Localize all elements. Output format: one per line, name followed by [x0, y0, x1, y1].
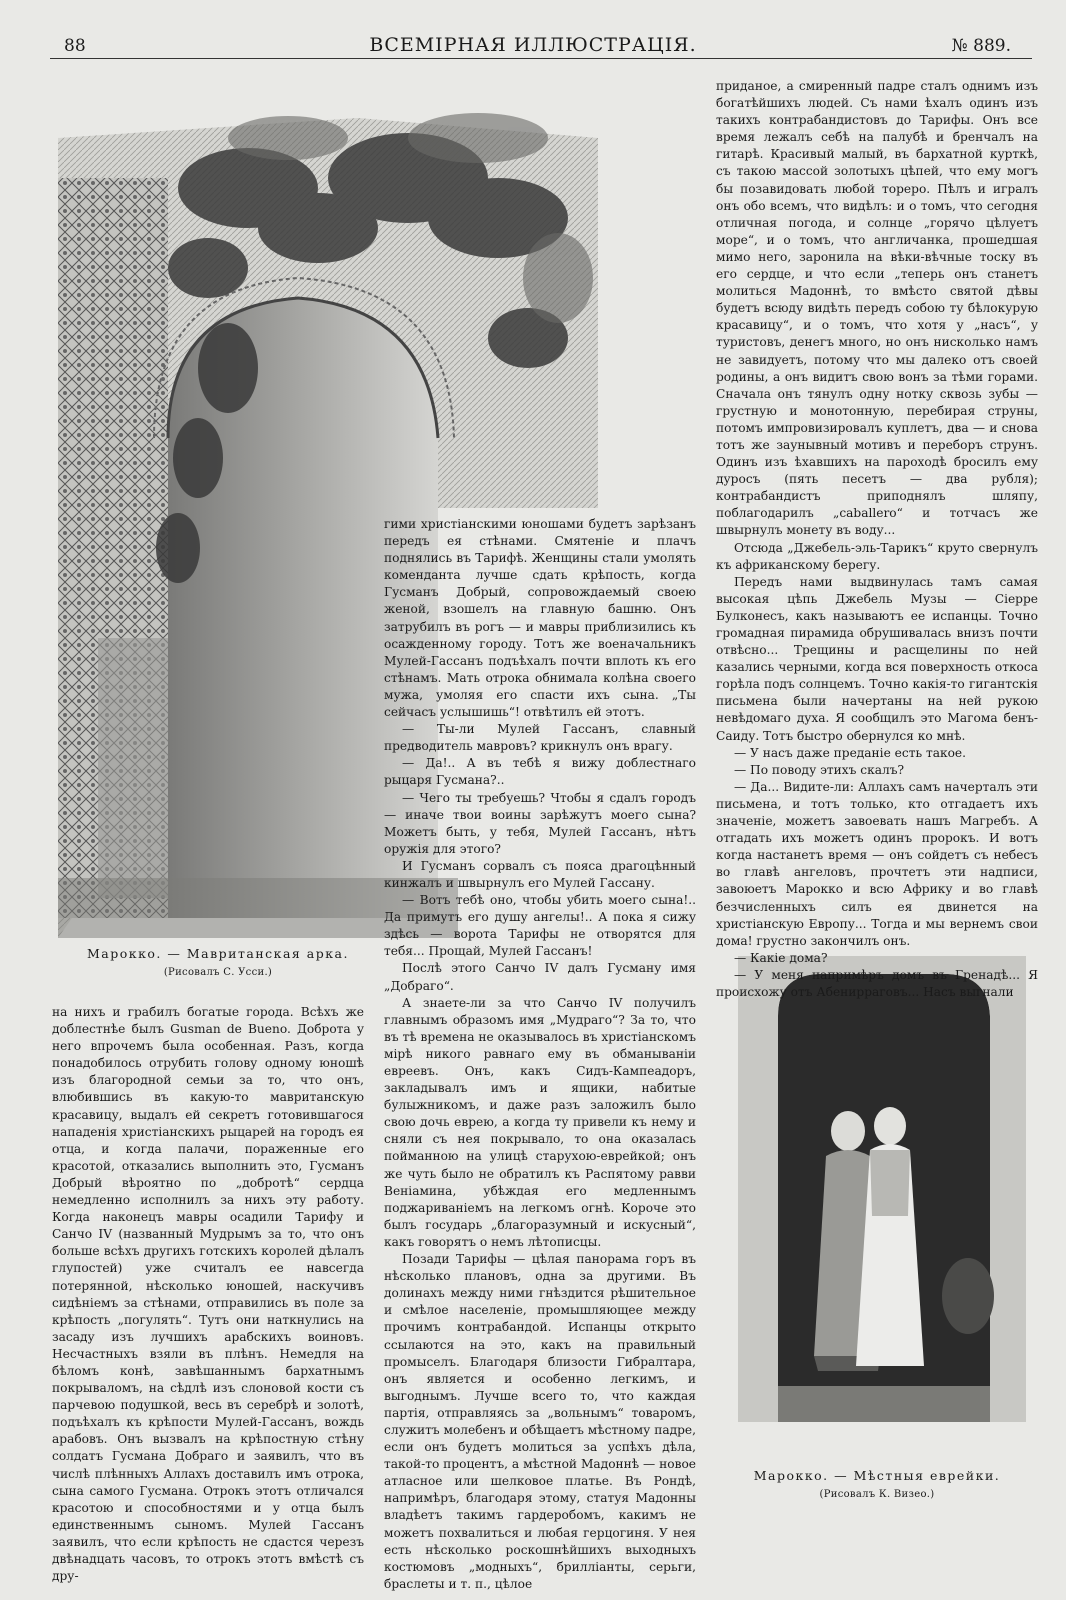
page-header	[0, 0, 1066, 60]
paragraph: на нихъ и грабилъ богатые города. Всѣхъ же доблестнѣе былъ Gusman de Bueno. Доброта у него впрочемъ была особенная. Разъ, когда понадобилось отрубить голову одному юношѣ изъ благородной семьи за то, что онъ, влюбившись въ какую-то мавританскую красавицу, выдалъ ей секретъ готовившагося нападенія христіанскихъ рыцарей на городъ ея отца, и когда палачи, пораженные его красотой, отказались выполнить это, Гусманъ Добрый вѣроятно по „добротѣ“ сердца немедленно исполнилъ за нихъ эту работу. Когда наконецъ мавры осадили Тарифу и Санчо IV (названный Мудрымъ за то, что онъ больше всѣхъ другихъ готскихъ королей дѣлалъ глупостей) уже считалъ ее навсегда потерянной, нѣсколько юношей, наскучивъ сидѣніемъ за стѣнами, отправились въ поле за крѣпость „погулять“. Тутъ они наткнулись на засаду изъ лучшихъ арабскихъ воиновъ. Несчастныхъ взяли въ плѣнъ. Немедля на бѣломъ конѣ, завѣшаннымъ бархатнымъ покрываломъ, на сѣдлѣ изъ слоновой кости съ парчевою подушкой, весь въ серебрѣ и золотѣ, подъѣхалъ къ крѣпости Мулей-Гассанъ, вождь арабовъ. Онъ вызвалъ на крѣпостную стѣну солдатъ Гусмана Добраго и заявилъ, что въ числѣ плѣнныхъ Аллахъ доставилъ имъ отрока, сына самого Гусмана. Отрокъ этотъ отличался красотою и способностями и у отца былъ единственнымъ сыномъ. Мулей Гассанъ заявилъ, что если крѣпость не сдастся черезъ двѣнадцать часовъ, то отрокъ этотъ вмѣстѣ съ дру-	[52, 1005, 364, 1584]
women-caption-credit: (Рисовалъ К. Визео.)	[819, 1489, 935, 1500]
paragraph: — Какіе дома?	[734, 950, 828, 965]
arch-caption-title: Марокко. — Мавританская арка.	[87, 946, 349, 961]
jewish-women-illustration	[738, 956, 1026, 1422]
journal-title: ВСЕМІРНАЯ ИЛЛЮСТРАЦІЯ.	[369, 34, 697, 56]
women-caption-title: Марокко. — Мѣстныя еврейки.	[753, 1468, 1001, 1483]
paragraph: А знаете-ли за что Санчо IV получилъ главнымъ образомъ имя „Мудраго“? За то, что въ тѣ времена не оказывалось въ христіанскомъ мірѣ никого равнаго ему въ обманываніи евреевъ. Онъ, какъ Сидъ-Кампеадоръ, закладывалъ имъ и ящики, набитые булыжникомъ, и даже разъ заложилъ было свою дочь еврею, а когда ту привели къ нему и сняли съ нея покрывало, то она оказалась пойманною на улицѣ старухою-еврейкой; онъ же чуть было не обратилъ къ Распятому равви Веніамина, убѣждая его медленнымъ поджариваніемъ на легкомъ огнѣ. Короче это былъ государь „благоразумный и искусный“, какъ говорятъ о немъ лѣтописцы.	[384, 995, 696, 1249]
text-column-right	[716, 78, 1038, 999]
text-column-left	[52, 1004, 364, 1584]
header-rule	[50, 58, 1032, 59]
paragraph: Позади Тарифы — цѣлая панорама горъ въ нѣсколько плановъ, одна за другими. Въ долинахъ между ними гнѣздится рѣшительное и смѣлое населеніе, промышляющее между прочимъ контрабандой. Испанцы открыто ссылаются на это, какъ на правильный промыселъ. Благодаря близости Гибралтара, онъ является и особенно легкимъ, и выгоднымъ. Лучше всего то, что каждая партія, отправляясь за „вольнымъ“ товаромъ, служитъ молебенъ и обѣщаетъ мѣстному падре, если онъ будетъ молиться за успѣхъ дѣла, такой-то процентъ, а мѣстной Мадоннѣ — новое атласное или шелковое платье. Въ Рондѣ, напримѣръ, благодаря этому, статуя Мадонны владѣетъ такимъ гардеробомъ, какимъ не можетъ похвалиться и любая герцогиня. У нея есть нѣсколько роскошнѣйшихъ выходныхъ костюмовъ „модныхъ“, брилліанты, серьги, браслеты и т. п., цѣлое	[384, 1252, 696, 1591]
paragraph: Отсюда „Джебель-эль-Тарикъ“ круто свернулъ къ африканскому берегу.	[716, 540, 1038, 572]
paragraph: — Вотъ тебѣ оно, чтобы убить моего сына!.. Да примутъ его душу ангелы!.. А пока я сижу здѣсь — ворота Тарифы не отворятся для тебя... Прощай, Мулей Гассанъ!	[384, 893, 696, 959]
paragraph: — Да!.. А въ тебѣ я вижу доблестнаго рыцаря Гусмана?..	[384, 756, 696, 788]
paragraph: приданое, а смиренный падре сталъ однимъ изъ богатѣйшихъ людей. Съ нами ѣхалъ одинъ изъ такихъ контрабандистовъ до Тарифы. Онъ все время лежалъ себѣ на палубѣ и бренчалъ на гитарѣ. Красивый малый, въ бархатной курткѣ, съ такою массой золотыхъ цѣпей, что ему могъ бы позавидовать любой тореро. Пѣлъ и игралъ онъ обо всемъ, что видѣлъ: и о томъ, что сегодня отличная погода, и солнце „горячо цѣлуетъ море“, и о томъ, что англичанка, прошедшая мимо него, заронила на вѣки-вѣчные тоску въ его сердце, и что если „теперь онъ станетъ молиться Мадоннѣ, то вмѣсто святой дѣвы будетъ всюду видѣть передъ собою ту бѣлокурую красавицу“, и о томъ, что хотя у „насъ“, у туристовъ, денегъ много, но онъ нисколько намъ не завидуетъ, потому что мы далеко отъ своей родины, а онъ видитъ свою вонъ за тѣми горами. Сначала онъ тянулъ одну нотку сквозь зубы — грустную и монотонную, перебирая струны, потомъ импровизировалъ куплетъ, два — и снова тотъ же заунывный мотивъ и переборъ струнъ. Одинъ изъ ѣхавшихъ на пароходѣ бросилъ ему дуросъ (пять песетъ — два рубля); контрабандистъ приподнялъ шляпу, поблагодарилъ „caballero“ и тотчасъ же швырнулъ монету въ воду...	[716, 79, 1038, 538]
paragraph: Передъ нами выдвинулась тамъ самая высокая цѣпь Джебель Музы — Сіерре Булконесъ, какъ называютъ ее испанцы. Точно громадная пирамида обрушивалась внизъ почти отвѣсно... Трещины и расщелины по ней казались черными, когда вся поверхность откоса горѣла подъ солнцемъ. Точно какія-то гигантскія письмена были начертаны на ней рукою невѣдомаго духа. Я сообщилъ это Магома бенъ-Саиду. Тотъ быстро обернулся ко мнѣ.	[716, 574, 1038, 743]
paragraph: — Да... Видите-ли: Аллахъ самъ начерталъ эти письмена, и тотъ только, кто отгадаетъ ихъ значеніе, можетъ завоевать нашъ Магребъ. А отгадать ихъ можетъ одинъ пророкъ. И вотъ когда настанетъ время — онъ сойдетъ съ небесъ во главѣ ангеловъ, прочтетъ эти надписи, завоюетъ Марокко и всю Африку и во главѣ безчисленныхъ силъ ея двинется на христіанскую Европу... Тогда и мы вернемъ свои дома! грустно закончилъ онъ.	[716, 779, 1038, 948]
paragraph: — По поводу этихъ скалъ?	[734, 762, 905, 777]
paragraph: — Чего ты требуешь? Чтобы я сдалъ городъ — иначе твои воины зарѣжутъ моего сына? Можетъ быть, у тебя, Мулей Гассанъ, нѣтъ оружія для этого?	[384, 790, 696, 856]
paragraph: — У меня напримѣръ домъ въ Гренадѣ... Я происхожу отъ Абенирраговъ... Насъ выгнали	[716, 967, 1038, 999]
paragraph: — Ты-ли Мулей Гассанъ, славный предводитель мавровъ? крикнулъ онъ врагу.	[384, 722, 696, 754]
paragraph: — У насъ даже преданіе есть такое.	[734, 745, 967, 760]
arch-caption-credit: (Рисовалъ С. Усси.)	[163, 967, 273, 978]
paragraph: Послѣ этого Санчо IV далъ Гусману имя „Добраго“.	[384, 961, 696, 993]
paragraph: гими христіанскими юношами будетъ зарѣзанъ передъ ея стѣнами. Смятеніе и плачъ поднялись въ Тарифѣ. Женщины стали умолять коменданта лучше сдать крѣпость, когда Гусманъ Добрый, сопровождаемый своею женой, взошелъ на главную башню. Онъ затрубилъ въ рогъ — и мавры приблизились къ осажденному городу. Тотъ же военачальникъ Мулей-Гассанъ подъѣхалъ почти вплоть къ его стѣнамъ. Мать отрока обнимала колѣна своего мужа, умоляя его спасти ихъ сына. „Ты сейчасъ услышишь“! отвѣтилъ ей этотъ.	[384, 517, 696, 720]
women-caption	[712, 1468, 1042, 1500]
paragraph: И Гусманъ сорвалъ съ пояса драгоцѣнный кинжалъ и швырнулъ его Мулей Гассану.	[384, 858, 696, 890]
text-column-middle	[384, 516, 696, 1591]
issue-number: № 889.	[951, 36, 1011, 56]
page-number: 88	[64, 36, 86, 56]
arch-caption	[58, 946, 378, 978]
